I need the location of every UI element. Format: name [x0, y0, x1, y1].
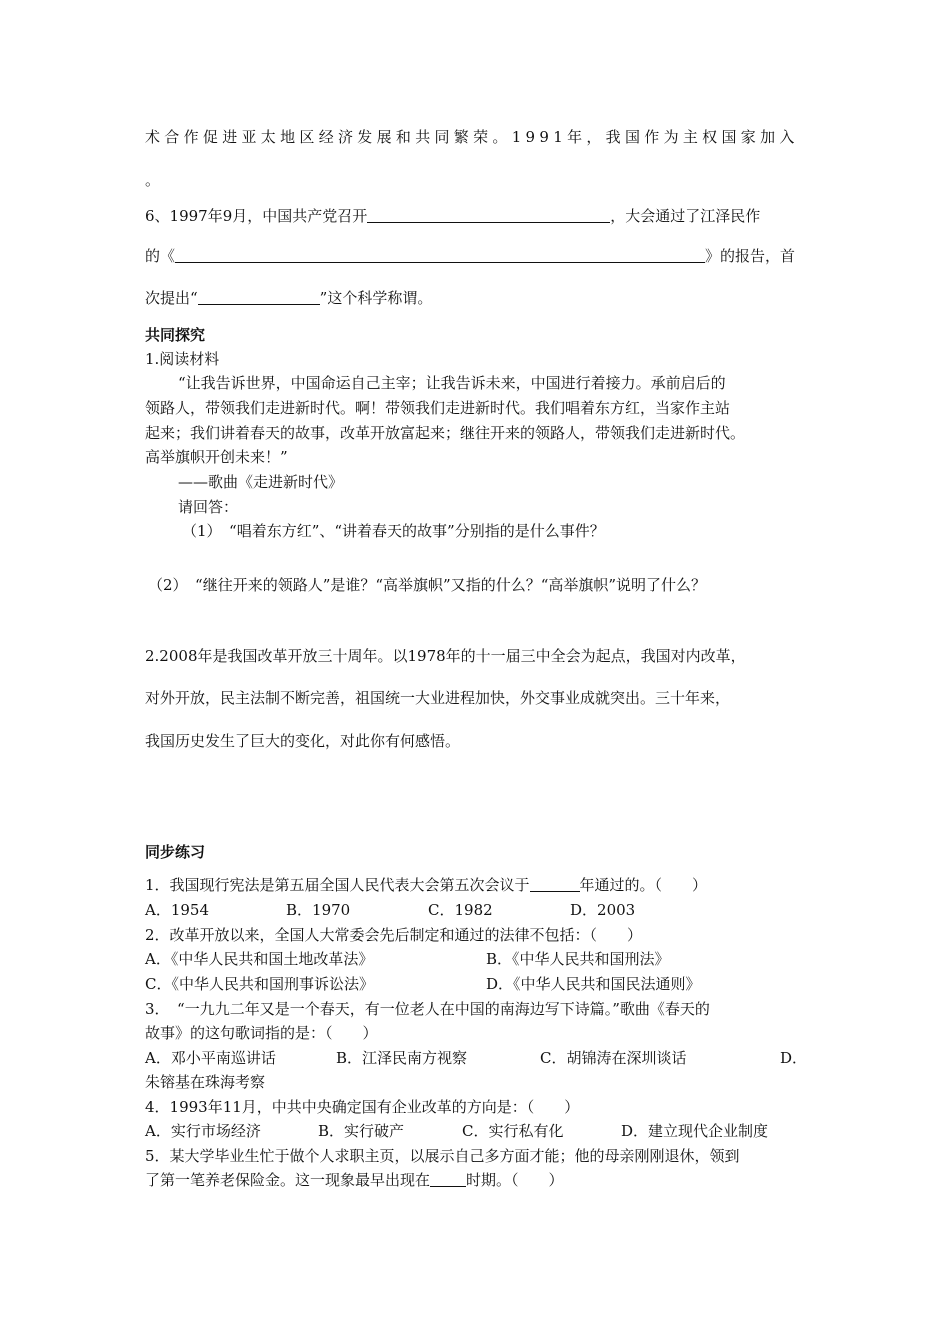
- option-c: C．实行私有化: [462, 1122, 564, 1140]
- option-b: B．江泽民南方视察: [336, 1049, 468, 1067]
- option-a: A．1954: [145, 901, 210, 919]
- option-c: C．1982: [428, 901, 493, 919]
- text-segment: 年通过的。（ ）: [579, 876, 708, 894]
- option-a: A．实行市场经济: [145, 1122, 261, 1140]
- option-d: D．: [780, 1049, 808, 1067]
- text-line: 请回答：: [178, 498, 239, 516]
- option-b: B．《中华人民共和国刑法》: [486, 950, 670, 968]
- option-c: C．胡锦涛在深圳谈话: [540, 1049, 687, 1067]
- option-d: D．建立现代企业制度: [621, 1122, 769, 1140]
- text-line: 术合作促进亚太地区经济发展和共同繁荣。1991年，我国作为主权国家加入: [145, 128, 799, 146]
- option-c: C．《中华人民共和国刑事诉讼法》: [145, 975, 374, 993]
- text-segment: 次提出“: [145, 289, 198, 307]
- answer-blank[interactable]: [530, 876, 580, 892]
- quote-line: 领路人，带领我们走进新时代。啊！带领我们走进新时代。我们唱着东方红，当家作主站: [145, 399, 731, 417]
- sub-question: （1） “唱着东方红”、“讲着春天的故事”分别指的是什么事件？: [182, 522, 605, 540]
- question-3-line-1: 3． “一九九二年又是一个春天，有一位老人在中国的南海边写下诗篇。”歌曲《春天的: [145, 1000, 710, 1018]
- option-d-text: 朱镕基在珠海考察: [145, 1073, 266, 1091]
- answer-blank[interactable]: [367, 207, 610, 223]
- text-segment: 了第一笔养老保险金。这一现象最早出现在: [145, 1171, 431, 1189]
- question-4: 4．1993年11月，中共中央确定国有企业改革的方向是：（ ）: [145, 1098, 580, 1116]
- quote-line: 起来；我们讲着春天的故事，改革开放富起来；继往开来的领路人，带领我们走进新时代。: [145, 424, 746, 442]
- text-line: 我国历史发生了巨大的变化，对此你有何感悟。: [145, 732, 461, 750]
- text-line: 对外开放，民主法制不断完善，祖国统一大业进程加快，外交事业成就突出。三十年来，: [145, 689, 731, 707]
- quote-source: ——歌曲《走进新时代》: [178, 473, 344, 491]
- option-a: A．邓小平南巡讲话: [145, 1049, 276, 1067]
- text-segment: ，大会通过了江泽民作: [610, 207, 761, 225]
- answer-blank[interactable]: [175, 247, 705, 263]
- question-6-line-3: [145, 288, 432, 308]
- text-line: 1.阅读材料: [145, 350, 220, 368]
- section-heading: 同步练习: [145, 843, 206, 861]
- answer-blank[interactable]: [430, 1171, 466, 1187]
- question-5-line-2: [145, 1170, 564, 1190]
- option-d: D．2003: [570, 901, 636, 919]
- question-5-line-1: 5．某大学毕业生忙于做个人求职主页，以展示自己多方面才能；他的母亲刚刚退休，领到: [145, 1147, 740, 1165]
- text-segment: 》的报告，首: [705, 247, 796, 265]
- quote-line: “让我告诉世界，中国命运自己主宰；让我告诉未来，中国进行着接力。承前启后的: [178, 374, 726, 392]
- text-line: 。: [145, 171, 161, 189]
- option-a: A．《中华人民共和国土地改革法》: [145, 950, 374, 968]
- question-2: 2．改革开放以来，全国人大常委会先后制定和通过的法律不包括：（ ）: [145, 926, 643, 944]
- option-b: B．1970: [286, 901, 351, 919]
- text-segment: 时期。（ ）: [466, 1171, 564, 1189]
- section-heading: 共同探究: [145, 326, 206, 344]
- question-6-line-1: [145, 206, 760, 226]
- question-1: [145, 875, 707, 895]
- question-3-line-2: 故事》的这句歌词指的是：（ ）: [145, 1024, 378, 1042]
- option-b: B．实行破产: [318, 1122, 405, 1140]
- text-segment: 6、1997年9月，中国共产党召开: [145, 207, 368, 225]
- text-line: 2.2008年是我国改革开放三十周年。以1978年的十一届三中全会为起点，我国对内改革，: [145, 647, 746, 665]
- answer-blank[interactable]: [198, 289, 320, 305]
- question-6-line-2: [145, 246, 795, 266]
- sub-question: （2） “继往开来的领路人”是谁？“高举旗帜”又指的什么？“高举旗帜”说明了什么？: [148, 576, 707, 594]
- text-segment: ”这个科学称谓。: [319, 289, 433, 307]
- text-segment: 1．我国现行宪法是第五届全国人民代表大会第五次会议于: [145, 876, 530, 894]
- text-segment: 的《: [145, 247, 176, 265]
- option-d: D．《中华人民共和国民法通则》: [486, 975, 701, 993]
- quote-line: 高举旗帜开创未来！”: [145, 448, 288, 466]
